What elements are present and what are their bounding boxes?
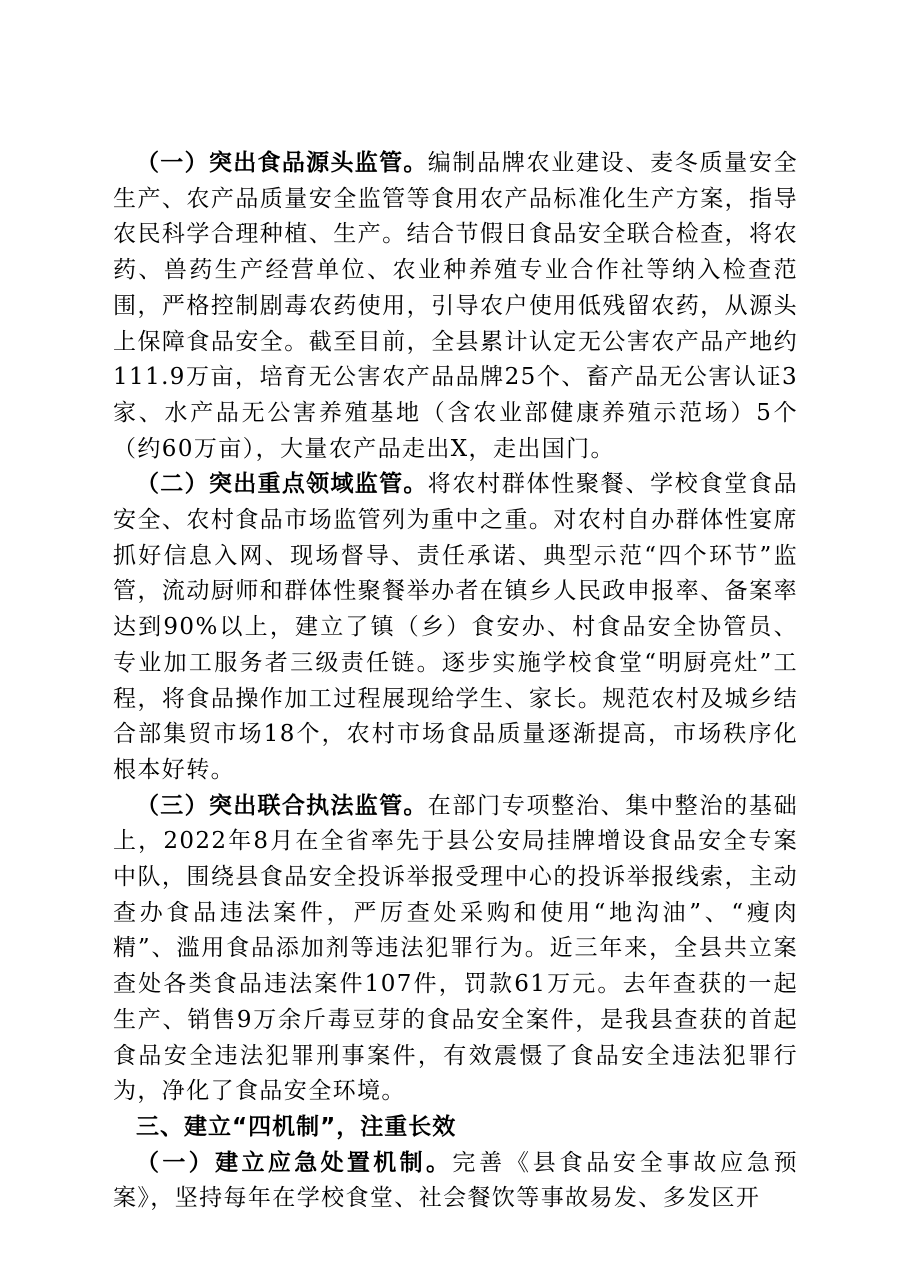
paragraph-lead: （二）突出重点领域监管。: [136, 471, 428, 498]
paragraph-lead: （三）突出联合执法监管。: [136, 792, 428, 819]
paragraph-text: 完善《县食品安全事故应急预案》，坚持每年在学校食堂、社会餐饮等事故易发、多发区开: [113, 1149, 799, 1212]
document-body: [113, 146, 798, 1217]
paragraph-key-area-supervision: [113, 467, 798, 788]
paragraph-text: 在部门专项整治、集中整治的基础上，2022年8月在全省率先于县公安局挂牌增设食品安全专案中队，围绕县食品安全投诉举报受理中心的投诉举报线索，主动查办食品违法案件，严厉查处采购和使用“地沟油”、“瘦肉精”、滥用食品添加剂等违法犯罪行为。近三年来，全县共立案查处各类食品违法案件107件，罚款61万元。去年查获的一起生产、销售9万余斤毒豆芽的食品安全案件，是我县查获的首起食品安全违法犯罪刑事案件，有效震慑了食品安全违法犯罪行为，净化了食品安全环境。: [113, 792, 799, 1105]
section-heading: 三、建立“四机制”，注重长效: [136, 1113, 457, 1140]
paragraph-emergency-mechanism: [113, 1146, 798, 1217]
paragraph-text: 将农村群体性聚餐、学校食堂食品安全、农村食品市场监管列为重中之重。对农村自办群体性宴席抓好信息入网、现场督导、责任承诺、典型示范“四个环节”监管，流动厨师和群体性聚餐举办者在镇乡人民政申报率、备案率达到90%以上，建立了镇（乡）食安办、村食品安全协管员、专业加工服务者三级责任链。逐步实施学校食堂“明厨亮灶”工程，将食品操作加工过程展现给学生、家长。规范农村及城乡结合部集贸市场18个，农村市场食品质量逐渐提高，市场秩序化根本好转。: [113, 471, 799, 783]
paragraph-food-source-supervision: [113, 146, 798, 467]
paragraph-text: 编制品牌农业建设、麦冬质量安全生产、农产品质量安全监管等食用农产品标准化生产方案，指导农民科学合理种植、生产。结合节假日食品安全联合检查，将农药、兽药生产经营单位、农业种养殖专业合作社等纳入检查范围，严格控制剧毒农药使用，引导农户使用低残留农药，从源头上保障食品安全。截至目前，全县累计认定无公害农产品产地约111.9万亩，培育无公害农产品品牌25个、畜产品无公害认证3家、水产品无公害养殖基地（含农业部健康养殖示范场）5个（约60万亩），大量农产品走出X，走出国门。: [113, 150, 799, 462]
paragraph-lead: （一）突出食品源头监管。: [136, 150, 428, 176]
paragraph-joint-enforcement: [113, 789, 798, 1110]
paragraph-lead: （一）建立应急处置机制。: [136, 1149, 453, 1176]
